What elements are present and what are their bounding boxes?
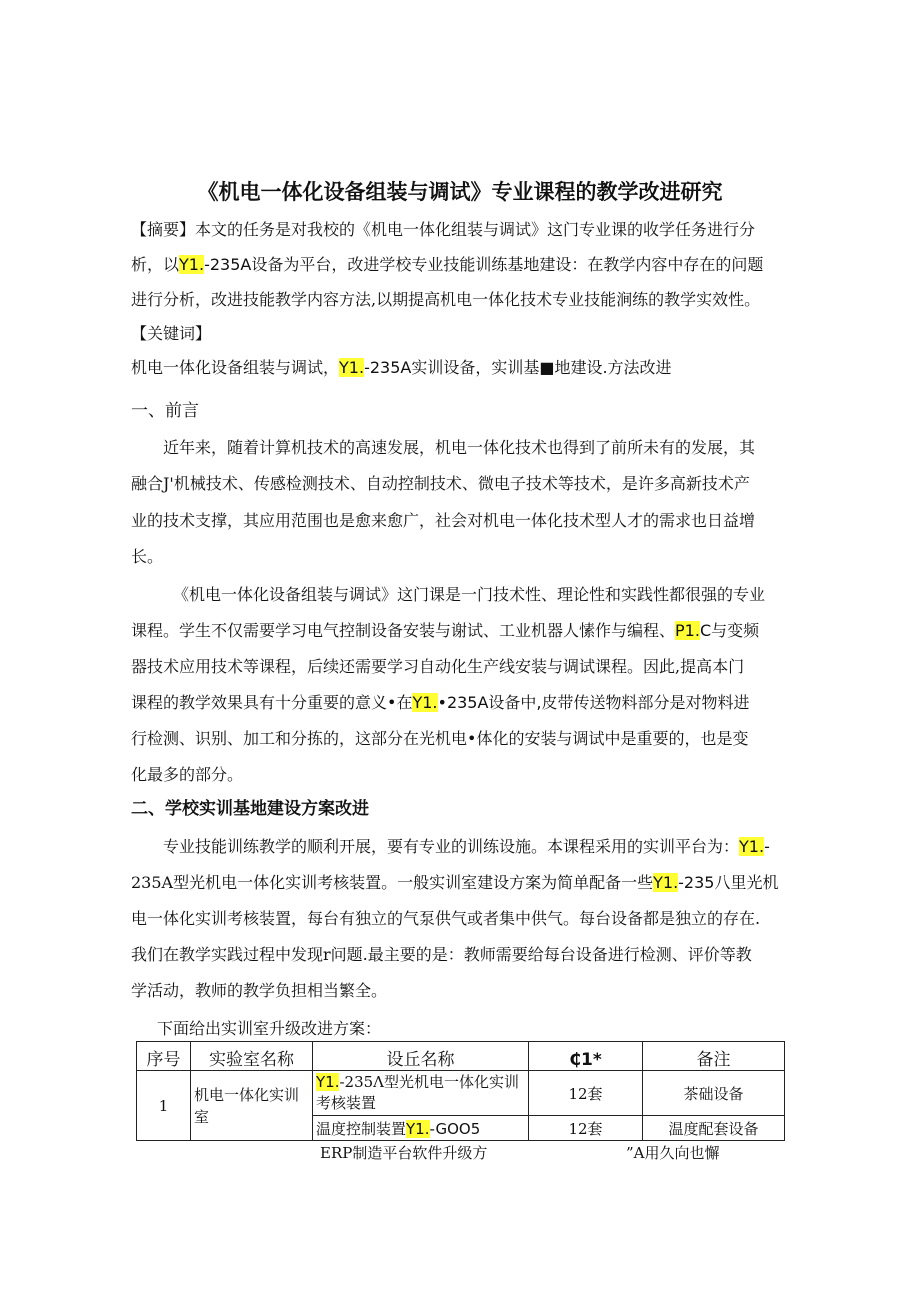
highlight-mark: Y1. xyxy=(339,358,365,377)
paragraph-line xyxy=(163,837,793,857)
section-2-heading: 二、学校实训基地建设方案改进 xyxy=(131,799,369,819)
paragraph-line: 我们在教学实践过程中发现r问题.最主要的是：教师需要给每台设备进行检测、评价等教 xyxy=(131,945,752,964)
highlight-mark: Y1. xyxy=(406,1119,430,1138)
equipment-text: -GOO5 xyxy=(429,1119,481,1138)
table-row xyxy=(137,1071,785,1116)
paragraph-text: •235A设备中,皮带传送物料部分是对物料进 xyxy=(437,693,750,712)
paragraph-line: 长。 xyxy=(131,547,164,566)
abstract-line-2 xyxy=(131,255,793,275)
header-remarks: 备注 xyxy=(643,1042,785,1071)
keywords-label: 【关键词】 xyxy=(131,324,212,343)
upgrade-plan-table xyxy=(136,1041,785,1141)
cell-lab-name: 机电一体化实训室 xyxy=(191,1071,313,1141)
abstract-line-1: 【摘要】本文的任务是对我校的《机电一体化组装与调试》这门专业课的收学任务进行分 xyxy=(131,220,756,239)
highlight-mark: Y1. xyxy=(412,693,438,712)
header-quantity: ₵1* xyxy=(529,1042,643,1071)
highlight-mark: P1. xyxy=(675,621,700,640)
keywords-text: 机电一体化设备组装与调试， xyxy=(131,358,340,377)
abstract-text: -235A设备为平台，改进学校专业技能训练基地建设：在教学内容中存在的问题 xyxy=(204,255,764,274)
table-header-row xyxy=(137,1042,785,1071)
table-overflow-equipment: ERP制造平台软件升级方 xyxy=(320,1144,488,1162)
table-intro: 下面给出实训室升级改进方案： xyxy=(157,1019,382,1038)
paragraph-line: 近年来，随着计算机技术的高速发展，机电一体化技术也得到了前所未有的发展，其 xyxy=(163,438,756,457)
paragraph-text: C与变频 xyxy=(699,621,760,640)
cell-quantity: 12套 xyxy=(529,1116,643,1141)
paragraph-text: 专业技能训练教学的顺利开展，要有专业的训练设施。本课程采用的实训平台为： xyxy=(163,837,740,856)
cell-no: 1 xyxy=(137,1071,191,1141)
paragraph-line: 学活动，教师的教学负担相当繁全。 xyxy=(131,981,388,1000)
keywords-text: -235A实训设备，实训基■地建设.方法改进 xyxy=(364,358,672,377)
equipment-text: -235Λ型光机电一体化实训考核装置 xyxy=(316,1073,520,1112)
paragraph-line: 行检测、识别、加工和分拣的，这部分在光机电•体化的安装与调试中是重要的，也是变 xyxy=(131,729,749,748)
paragraph-line: 电一体化实训考核装置，每台有独立的气泵供气或者集中供气。每台设备都是独立的存在. xyxy=(131,909,761,928)
cell-quantity: 12套 xyxy=(529,1071,643,1116)
abstract-text: 析，以 xyxy=(131,255,180,274)
header-no: 序号 xyxy=(137,1042,191,1071)
paragraph-line: 《机电一体化设备组装与调试》这门课是一门技术性、理论性和实践性都很强的专业 xyxy=(173,585,766,604)
highlight-mark: Y1. xyxy=(653,873,679,892)
paragraph-line: 化最多的部分。 xyxy=(131,765,244,784)
section-1-heading: 一、前言 xyxy=(131,401,199,421)
paragraph-line xyxy=(131,693,793,713)
paragraph-line: 业的技术支撑，其应用范围也是愈来愈广，社会对机电一体化技术型人才的需求也日益增 xyxy=(131,511,756,530)
document-title: 《机电一体化设备组装与调试》专业课程的教学改进研究 xyxy=(197,180,723,204)
keywords-line xyxy=(131,358,793,378)
cell-equipment-name xyxy=(313,1071,529,1116)
paragraph-line xyxy=(131,621,793,641)
paragraph-text: 235A型光机电一体化实训考核装置。一般实训室建设方案为简单配备一些 xyxy=(131,873,654,892)
paragraph-text: -235八里光机 xyxy=(678,873,779,892)
highlight-mark: Y1. xyxy=(739,837,765,856)
header-equipment-name: 设丘名称 xyxy=(313,1042,529,1071)
paragraph-line xyxy=(131,873,793,893)
paragraph-text: 课程的教学效果具有十分重要的意义•在 xyxy=(131,693,413,712)
abstract-line-3: 进行分析，改进技能教学内容方法,以期提高机电一体化技术专业技能涧练的教学实效性。 xyxy=(131,290,761,309)
equipment-text: 温度控制装置 xyxy=(316,1119,407,1138)
header-lab-name: 实验室名称 xyxy=(191,1042,313,1071)
highlight-mark: Y1. xyxy=(316,1073,340,1091)
highlight-mark: Y1. xyxy=(179,255,205,274)
paragraph-text: - xyxy=(764,837,770,856)
paragraph-line: 器技术应用技术等课程，后续还需要学习自动化生产线安装与调试课程。因此,提高本门 xyxy=(131,657,745,676)
paragraph-text: 课程。学生不仅需要学习电气控制设备安装与谢试、工业机器人愫作与编程、 xyxy=(131,621,676,640)
cell-equipment-name xyxy=(313,1116,529,1141)
cell-remarks: 茶础设备 xyxy=(643,1071,785,1116)
cell-remarks: 温度配套设备 xyxy=(643,1116,785,1141)
table-overflow-remarks: ”A用久向也懈 xyxy=(626,1144,720,1162)
paragraph-line: 融合J'机械技术、传感检测技术、自动控制技术、微电子技术等技术，是许多高新技术产 xyxy=(131,474,750,493)
